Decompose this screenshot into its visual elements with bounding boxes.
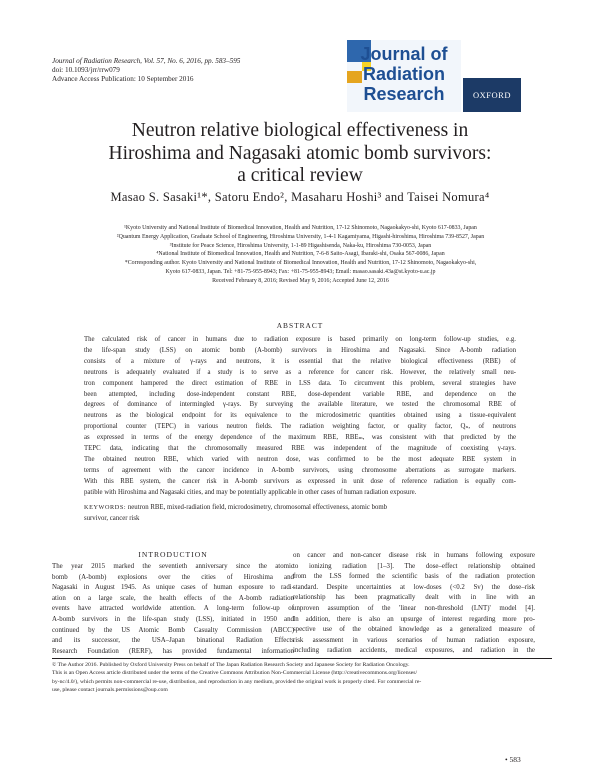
body-line: Nagasaki in August 1945. As unique cases of human exposure to radi-	[52, 584, 294, 592]
footer-divider	[52, 658, 552, 659]
introduction-heading: INTRODUCTION	[138, 550, 208, 559]
body-line: ation on a large scale, the health effects of the A-bomb radiation	[52, 594, 294, 602]
journal-doi[interactable]: doi: 10.1093/jrr/rrw079	[52, 66, 120, 75]
body-line: continued by the US Atomic Bomb Casualty Commission (ABCC)	[52, 626, 294, 634]
abstract-line: The obtained neutron RBE, which varied with neutron dose, was confirmed to be the most adequate RBE system in	[84, 455, 516, 463]
affiliations	[48, 224, 553, 286]
body-line: unproven assumption of the 'linear non-threshold (LNT)' model [4].	[293, 604, 535, 612]
keywords	[84, 503, 516, 525]
journal-advance-access: Advance Access Publication: 10 September 2016	[52, 75, 194, 84]
introduction-left-column	[52, 562, 294, 657]
abstract-line: terms of agreement with the cancer incidence in A-bomb survivors, using chromosome aberrations as surrogate markers.	[84, 466, 516, 474]
abstract-line: tron component hampered the direct estimation of RBE in LSS data. To circumvent this problem, several strategies have	[84, 379, 516, 387]
body-line: The year 2015 marked the seventieth anniversary since the atomic	[52, 563, 294, 570]
journal-logo[interactable]	[347, 40, 461, 112]
logo-line-2: Radiation	[362, 64, 445, 84]
logo-line-1: Journal of	[360, 44, 448, 64]
title-line: Neutron relative biological effectiveness in	[131, 120, 469, 141]
affiliation: ³Institute for Peace Science, Hiroshima University, 1-1-89 Higashisenda, Naka-ku, Hiroshima 730-0053, Japan	[169, 242, 432, 249]
abstract-line: neutrons is adequately evaluated if a study is to serve as a reference for cancer risk. However, the relatively small neu-	[84, 368, 516, 376]
license-footer	[52, 661, 552, 695]
abstract-body	[84, 335, 516, 499]
abstract-line: proportional counter (TEPC) in various neutron fields. The radiation weighting factor, or quality factor, Qₙ, of neutrons	[84, 423, 516, 431]
body-line: to ionizing radiation [1–3]. The dose–effect relationship obtained	[293, 562, 535, 570]
corresponding-author: *Corresponding author. Kyoto University and National Institute of Biomedical Innovation, Health and Nutrition, 17-12 Shinomoto, Nagaokakyo-shi,	[124, 260, 477, 267]
body-line: risk assessment in various scenarios of human radiation exposure,	[293, 636, 535, 644]
abstract-line: The calculated risk of cancer in humans due to radiation exposure is based primarily on long-term follow-up studies, e.g.	[84, 336, 516, 343]
body-line: bomb (A-bomb) explosions over the cities of Hiroshima and	[52, 573, 294, 581]
keywords-line: survivor, cancer risk	[84, 514, 140, 522]
journal-citation: Journal of Radiation Research, Vol. 57, No. 6, 2016, pp. 583–595	[52, 57, 241, 65]
body-line: on cancer and non-cancer disease risk in humans following exposure	[293, 552, 535, 559]
journal-citation-block	[52, 57, 240, 85]
abstract-line: degrees of dominance of intermingled γ-rays. By surveying the available literature, we tested the chromosomal RBE of	[84, 401, 516, 409]
body-line: from the LSS formed the scientific basis of the radiation protection	[293, 573, 535, 581]
affiliation: ⁴National Institute of Biomedical Innovation, Health and Nutrition, 7-6-8 Saito-Asagi, Ibaraki-shi, Osaka 567-0086, Japan	[156, 251, 445, 258]
body-line: A-bomb survivors in the life-span study (LSS), initiated in 1950 and	[52, 615, 294, 623]
abstract-line: patible with Hiroshima and Nagasaki cities, and may be potentially applicable in other cases of human radiation exposure.	[84, 488, 417, 496]
article-dates: Received February 8, 2016; Revised May 9, 2016; Accepted June 12, 2016	[212, 277, 389, 284]
abstract-line: the life-span study (LSS) on atomic bomb (A-bomb) survivors in Hiroshima and Nagasaki. Since A-bomb radiation	[84, 346, 516, 354]
body-line: relationship has been pragmatically dealt with in line with an	[293, 594, 535, 602]
logo-text	[347, 44, 461, 104]
abstract-line: as expressed in terms of the energy dependence of the maximum RBE, RBEₘ, was consistent with that predicted by the	[84, 434, 516, 442]
keywords-line: neutron RBE, mixed-radiation field, microdosimetry, chromosomal effectiveness, atomic bomb	[127, 504, 388, 511]
affiliation: ²Quantum Energy Application, Graduate School of Engineering, Hiroshima University, 1-4-1 Kagamiyama, Higashi-hiroshima, Hiroshima 739-8527, Japan	[116, 233, 485, 240]
title-line: Hiroshima and Nagasaki atomic bomb survivors:	[108, 142, 492, 164]
abstract-line: TEPC data, indicating that the chromosomally measured RBE was independent of the magnitude of coexisting γ-rays.	[84, 445, 516, 453]
footer-line[interactable]: use, please contact journals.permissions@oup.com	[52, 687, 168, 694]
footer-line: © The Author 2016. Published by Oxford University Press on behalf of The Japan Radiation Research Society and Japanese Society for Radiation Oncology.	[52, 662, 410, 668]
affiliation: ¹Kyoto University and National Institute of Biomedical Innovation, Health and Nutrition, 17-12 Shinomoto, Nagaokakyo-shi, Kyoto 617-0833, Japan	[124, 225, 477, 231]
body-line: Research Foundation (RERF), has provided fundamental information	[52, 647, 294, 655]
keywords-label: KEYWORDS:	[84, 504, 127, 511]
body-line: and its successor, the USA–Japan binational Radiation Effects	[52, 637, 294, 645]
body-line: including radiation accidents, medical exposures, and radiation in the	[293, 647, 535, 655]
corresponding-author-contact: Kyoto 617-0833, Japan. Tel: +81-75-955-8943; Fax: +81-75-955-8943; Email: masao.sasaki.43a@st.kyoto-u.ac.jp	[165, 268, 436, 275]
abstract-line: consists of a mixture of γ-rays and neutrons, it is essential that the relative biological effectiveness (RBE) of	[84, 357, 516, 365]
page-number-value: 583	[509, 755, 521, 764]
abstract-line: been attempted, including dose-independent constant RBE, dose-dependent variable RBE, and dependence on the	[84, 390, 516, 398]
author-list: Masao S. Sasaki¹*, Satoru Endo², Masaharu Hoshi³ and Taisei Nomura⁴	[110, 190, 490, 204]
article-title	[40, 120, 560, 188]
footer-line[interactable]: This is an Open Access article distributed under the terms of the Creative Commons Attribution Non-Commercial License (http://creativecommons.org/licenses/	[52, 670, 418, 677]
body-line: In addition, there is also an upsurge of interest regarding more pro-	[293, 615, 535, 623]
body-line: standard. Despite uncertainties at low-doses (<0.2 Sv) the dose–risk	[293, 583, 535, 591]
abstract-line: neutrons as the biological endpoint for its equivalence to the microdosimetric quantities obtained using a tissue-equivalent	[84, 412, 516, 420]
abstract-heading: ABSTRACT	[276, 321, 324, 330]
footer-line: by-nc/4.0/), which permits non-commercial re-use, distribution, and reproduction in any medium, provided the original work is properly cited. For commercial re-	[52, 678, 422, 685]
introduction-right-column	[293, 551, 535, 657]
body-line: events have attracted worldwide attention. A long-term follow-up of	[52, 605, 294, 613]
body-line: spective use of the obtained knowledge as a generalized measure of	[293, 626, 535, 634]
publisher-logo[interactable]: OXFORD	[463, 78, 521, 112]
title-line: a critical review	[237, 165, 363, 186]
abstract-line: With this RBE system, the cancer risk in A-bomb survivors as expressed in unit dose of reference radiation is equally com-	[84, 477, 516, 485]
page-number: • 583	[505, 755, 521, 764]
logo-line-3: Research	[363, 84, 445, 104]
